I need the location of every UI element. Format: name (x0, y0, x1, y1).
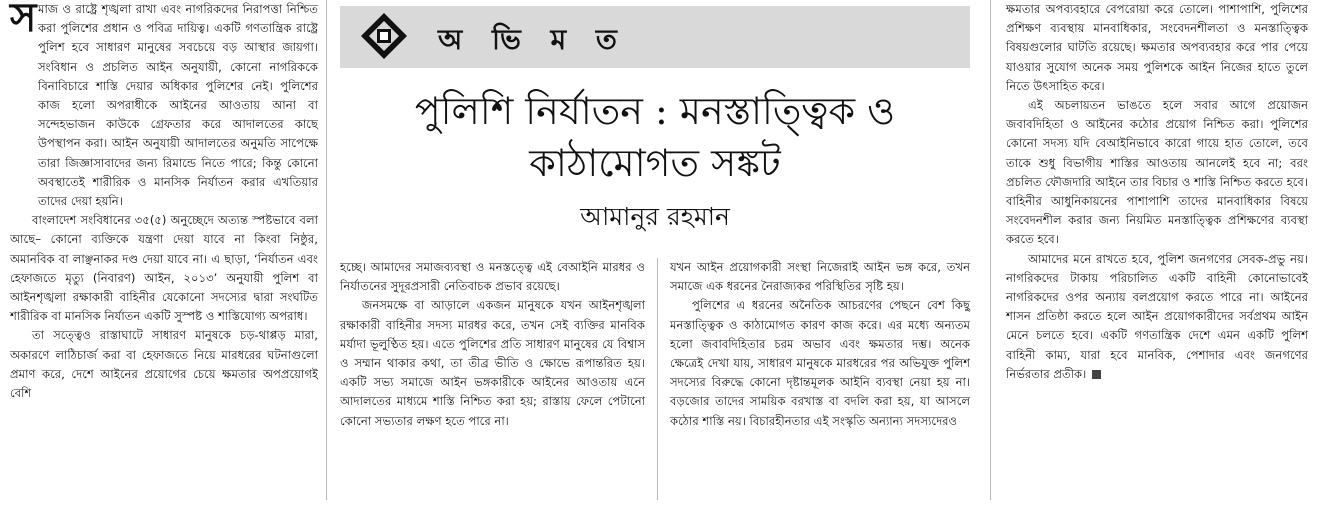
paragraph-1: হচ্ছে। আমাদের সমাজব্যবস্থা ও মনস্তত্ত্বে এই বেআইনি মারধর ও নির্যাতনের সুদূরপ্রসারী নেতিবাচক প্রভাব রয়েছে। (340, 260, 645, 294)
paragraph-1: ক্ষমতার অপব্যবহারে বেপরোয়া করে তোলে। পাশাপাশি, পুলিশের প্রশিক্ষণ ব্যবস্থায় মানবাধিকার, সংবেদনশীলতা ও মনস্তাত্ত্বিক বিষয়গুলোর ঘাটতি রয়েছে। ক্ষমতার অপব্যবহার করে পার পেয়ে যাওয়ার সুযোগ অনেক সময় পুলিশকে আইন নিজের হাতে তুলে নিতে উৎসাহিত করে। (1006, 2, 1308, 93)
paragraph-2: পুলিশের এ ধরনের অনৈতিক আচরণের পেছনে বেশ কিছু মনস্তাত্ত্বিক ও কাঠামোগত কারণ কাজ করে। এর মধ্যে অন্যতম হলো জবাবদিহিতার চরম অভাব এবং ক্ষমতার দম্ভ। অনেক ক্ষেত্রেই দেখা যায়, সাধারণ মানুষকে মারধরের পর অভিযুক্ত পুলিশ সদস্যের বিরুদ্ধে কোনো দৃষ্টান্তমূলক আইনি ব্যবস্থা নেয়া হয় না। বড়জোর তাদের সাময়িক বরখাস্ত বা বদলি করা হয়, যা আসলে কঠোর শাস্তি নয়। বিচারহীনতার এই সংস্কৃতি অন্যান্য সদস্যদেরও (670, 298, 970, 428)
column-2 (340, 258, 645, 431)
diamond-icon (360, 12, 408, 60)
column-divider (657, 258, 658, 500)
paragraph-2: জনসমক্ষে বা আড়ালে একজন মানুষকে যখন আইনশৃঙ্খলা রক্ষাকারী বাহিনীর সদস্য মারধর করে, তখন সেই ব্যক্তির মানবিক মর্যাদা ভূলুণ্ঠিত হয়। এতে পুলিশের প্রতি সাধারণ মানুষের যে বিশ্বাস ও সম্মান থাকার কথা, তা তীব্র ভীতি ও ক্ষোভে রূপান্তরিত হয়। একটি সভ্য সমাজে আইন ভঙ্গকারীকে আইনের আওতায় এনে আদালতের মাধ্যমে শাস্তি নিশ্চিত করা হয়; রাস্তায় ফেলে পেটানো কোনো সভ্যতার লক্ষণ হতে পারে না। (340, 298, 645, 428)
paragraph-2: বাংলাদেশ সংবিধানের ৩৫(৫) অনুচ্ছেদে অত্যন্ত স্পষ্টভাবে বলা আছে– কোনো ব্যক্তিকে যন্ত্রণা দেয়া যাবে না কিংবা নিষ্ঠুর, অমানবিক বা লাঞ্ছনাকর দণ্ড দেয়া যাবে না। এ ছাড়া, ‘নির্যাতন এবং হেফাজতে মৃত্যু (নিবারণ) আইন, ২০১৩’ অনুযায়ী পুলিশ বা আইনশৃঙ্খলা রক্ষাকারী বাহিনীর যেকোনো সদস্যের দ্বারা সংঘটিত শারীরিক বা মানসিক নির্যাতন একটি সুস্পষ্ট ও শাস্তিযোগ্য অপরাধ। (10, 213, 318, 324)
section-banner (340, 6, 970, 68)
column-divider (990, 0, 991, 500)
column-1 (10, 0, 318, 403)
paragraph-3: তা সত্ত্বেও রাস্তাঘাটে সাধারণ মানুষকে চড়-থাপ্পড় মারা, অকারণে লাঠিচার্জ করা বা হেফাজতে নিয়ে মারধরের ঘটনাগুলো প্রমাণ করে, দেশে আইনের প্রয়োগের চেয়ে ক্ষমতার অপপ্রয়োগই বেশি (10, 328, 318, 401)
paragraph-2: এই অচলায়তন ভাঙতে হলে সবার আগে প্রয়োজন জবাবদিহিতা ও আইনের কঠোর প্রয়োগ নিশ্চিত করা। পুলিশের কোনো সদস্য যদি বেআইনিভাবে কারো গায়ে হাত তোলে, তবে তাকে শুধু বিভাগীয় শাস্তির আওতায় আনলেই হবে না; বরং প্রচলিত ফৌজদারি আইনে তার বিচার ও শাস্তি নিশ্চিত করতে হবে। বাহিনীর আধুনিকায়নের পাশাপাশি তাদের মানবাধিকার বিষয়ে সংবেদনশীল করার জন্য নিয়মিত মনস্তাত্ত্বিক প্রশিক্ষণের ব্যবস্থা করতে হবে। (1006, 98, 1308, 247)
paragraph-1: যখন আইন প্রয়োগকারী সংস্থা নিজেরাই আইন ভঙ্গ করে, তখন সমাজে এক ধরনের নৈরাজ্যকর পরিস্থিতির সৃষ্টি হয়। (670, 260, 970, 294)
paragraph-3-text: আমাদের মনে রাখতে হবে, পুলিশ জনগণের সেবক-প্রভু নয়। নাগরিকদের টাকায় পরিচালিত একটি বাহিনী কোনোভাবেই নাগরিকদের ওপর অন্যায় বলপ্রয়োগ করতে পারে না। আইনের শাসন প্রতিষ্ঠা করতে হলে আইন প্রয়োগকারীদের সর্বপ্রথম আইন মেনে চলতে হবে। একটি গণতান্ত্রিক দেশে এমন একটি পুলিশ বাহিনী কাম্য, যারা হবে মানবিক, পেশাদার এবং জনগণের নির্ভরতার প্রতীক। (1006, 251, 1308, 381)
column-divider (326, 0, 327, 500)
author-byline: আমানুর রহমান (580, 202, 730, 231)
headline-line-2: কাঠামোগত সঙ্কট (529, 141, 781, 185)
drop-cap: স (10, 0, 37, 41)
column-4 (1006, 0, 1308, 384)
end-mark-icon (1092, 370, 1101, 379)
section-label: অ ভি ম ত (438, 23, 627, 56)
paragraph-1-text: মাজ ও রাষ্ট্রে শৃঙ্খলা রাখা এবং নাগরিকদের নিরাপত্তা নিশ্চিত করা পুলিশের প্রধান ও পবিত্র দায়িত্ব। একটি গণতান্ত্রিক রাষ্ট্রে পুলিশ হবে সাধারণ মানুষের সবচেয়ে বড় আস্থার জায়গা। সংবিধান ও প্রচলিত আইন অনুযায়ী, কোনো নাগরিককে বিনাবিচারে শাস্তি দেয়ার অধিকার পুলিশের নেই। পুলিশের কাজ হলো অপরাধীকে আইনের আওতায় আনা বা সন্দেহভাজন কাউকে গ্রেফতার করে আদালতের কাছে উপস্থাপন করা। আইন অনুযায়ী আদালতের অনুমতি সাপেক্ষে তারা জিজ্ঞাসাবাদের জন্য রিমান্ডে নিতে পারে; কিন্তু কোনো অবস্থাতেই শারীরিক ও মানসিক নির্যাতন করার এখতিয়ার তাদের দেয়া হয়নি। (38, 2, 318, 209)
headline-line-1: পুলিশি নির্যাতন : মনস্তাত্ত্বিক ও (414, 89, 896, 133)
column-3 (670, 258, 970, 431)
paragraph-1 (10, 0, 318, 211)
paragraph-3 (1006, 250, 1308, 384)
